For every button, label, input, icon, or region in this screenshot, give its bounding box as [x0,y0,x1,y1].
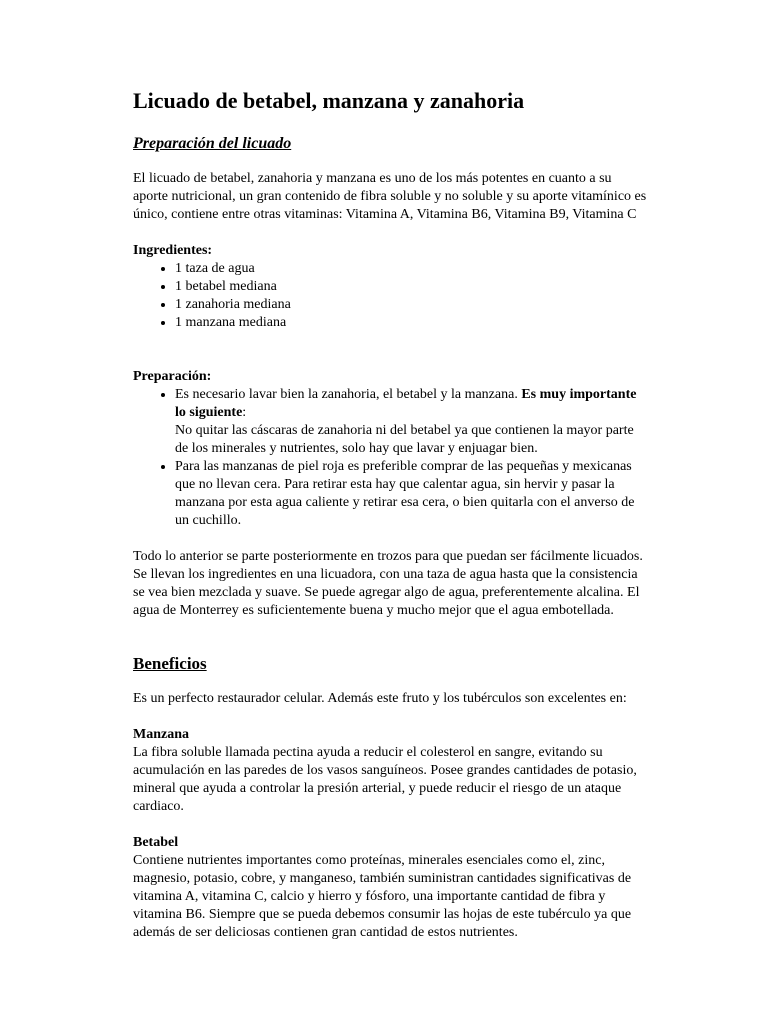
document-title: Licuado de betabel, manzana y zanahoria [133,88,525,113]
section-heading-preparacion-licuado: Preparación del licuado [133,135,292,152]
prep-step-colon: : [242,405,247,420]
manzana-paragraph: La fibra soluble llamada pectina ayuda a reducir el colesterol en sangre, evitando su acumulación en las paredes de los vasos sanguíneos. Posee grandes cantidades de potasio, mineral que ayuda a controlar la presión arterial, y puede reducir el riesgo de un ataque cardiaco. [133,745,637,814]
ingredient-item: • 1 zanahoria mediana [175,296,648,314]
intro-paragraph: El licuado de betabel, zanahoria y manzana es uno de los más potentes en cuanto a su aporte nutricional, un gran contenido de fibra soluble y no soluble y su aporte vitamínico es único, contiene entre otras vitaminas: Vitamina A, Vitamina B6, Vitamina B9, Vitamina C [133,171,647,222]
preparation-step [175,386,648,458]
ingredient-item: • 1 manzana mediana [175,314,648,332]
preparation-step: • Para las manzanas de piel roja es preferible comprar de las pequeñas y mexicanas que no llevan cera. Para retirar esta hay que calentar agua, sin hervir y pasar la manzana por esta agua caliente y retirar esa cera, o bien quitarla con el anverso de un cuchillo. [175,458,648,530]
prep-step-emphasis: Es muy importante lo siguiente [175,387,637,420]
prep-step-text: Es necesario lavar bien la zanahoria, el betabel y la manzana. [175,387,522,402]
ingredients-heading: Ingredientes: [133,243,213,258]
betabel-heading: Betabel [133,835,179,850]
benefits-intro: Es un perfecto restaurador celular. Además este fruto y los tubérculos son excelentes en: [133,691,627,706]
section-heading-beneficios: Beneficios [133,654,207,673]
ingredient-item: • 1 taza de agua [175,260,648,278]
manzana-heading: Manzana [133,727,189,742]
preparation-heading: Preparación: [133,369,212,384]
prep-step-detail: No quitar las cáscaras de zanahoria ni del betabel ya que contienen la mayor parte de los minerales y nutrientes, solo hay que lavar y enjuagar bien. [175,423,634,456]
preparation-paragraph: Todo lo anterior se parte posteriormente en trozos para que puedan ser fácilmente licuados. Se llevan los ingredientes en una licuadora, con una taza de agua hasta que la consistencia se vea bien mezclada y suave. Se puede agregar algo de agua, preferentemente alcalina. El agua de Monterrey es suficientemente buena y mucho mejor que el agua embotellada. [133,549,643,618]
ingredient-item: • 1 betabel mediana [175,278,648,296]
preparation-list [133,386,648,530]
ingredients-list [133,260,648,332]
betabel-paragraph: Contiene nutrientes importantes como proteínas, minerales esenciales como el, zinc, magnesio, potasio, cobre, y manganeso, también suministran cantidades significativas de vitamina A, vitamina C, calcio y hierro y fósforo, una importante cantidad de fibra y vitamina B6. Siempre que se pueda debemos consumir las hojas de este tubérculo ya que además de ser deliciosas contienen gran cantidad de estos nutrientes. [133,853,632,940]
